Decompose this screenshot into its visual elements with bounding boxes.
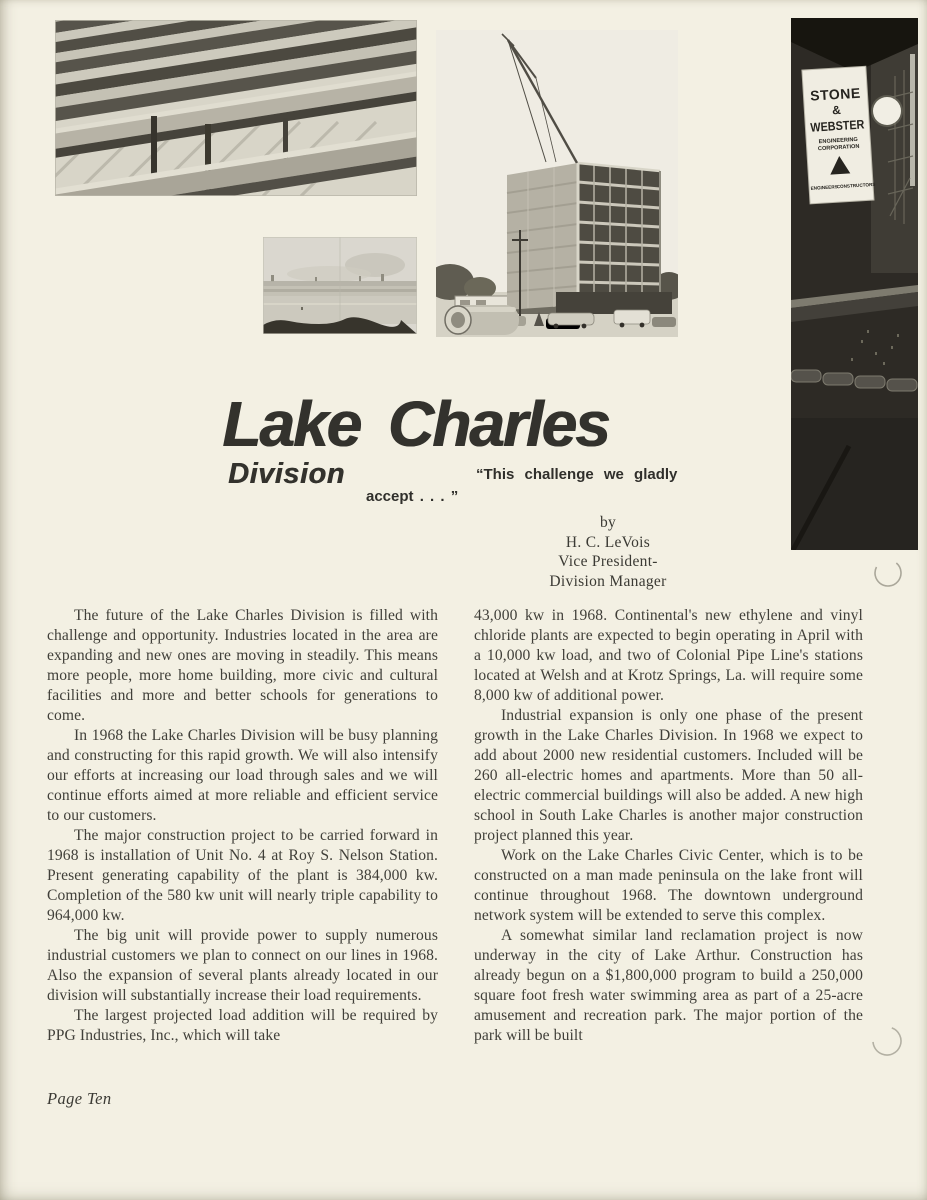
sign-line-constructors: CONSTRUCTORS bbox=[836, 181, 876, 190]
stone-webster-illustration bbox=[791, 18, 918, 550]
bird-speck bbox=[301, 307, 303, 310]
byline-author: H. C. LeVois bbox=[565, 533, 651, 551]
challenge-quote-line2: accept . . . ” bbox=[366, 488, 459, 505]
post bbox=[151, 116, 157, 178]
paragraph: The major construction project to be carried forward in 1968 is installation of Unit No. 4 at Roy S. Nelson Station. Present generating capability of the plant is 384,000 kw. Completion of the 580 kw unit will nearly triple capability to 964,000 kw. bbox=[47, 827, 438, 924]
right-column bbox=[474, 606, 863, 1046]
building-left-face bbox=[507, 163, 578, 310]
challenge-quote-line1: “This challenge we gladly bbox=[476, 466, 678, 483]
sign-line-ampersand: & bbox=[831, 102, 842, 118]
photo-roof-beams bbox=[55, 20, 417, 196]
photo-building-construction bbox=[436, 30, 678, 337]
building-base bbox=[556, 292, 672, 314]
byline bbox=[528, 513, 688, 591]
building-illustration bbox=[436, 30, 678, 337]
sign-line-engineering: ENGINEERING bbox=[818, 136, 859, 146]
bright-edge bbox=[910, 54, 915, 186]
division-subtitle: Division bbox=[228, 458, 345, 490]
sign-line-stone: STONE bbox=[809, 84, 862, 104]
scan-ring-artifact bbox=[868, 553, 908, 593]
roof-beams-illustration bbox=[55, 20, 417, 196]
photo-lake-shoreline bbox=[263, 237, 417, 334]
paragraph: The future of the Lake Charles Division is filled with challenge and opportunity. Industries located in the area are expanding and new ones are moving in steadily. This means more people, more home building, more civic and cultural facilities and more and better schools for generations to come. bbox=[47, 607, 438, 724]
page-number-label: Page Ten bbox=[47, 1089, 112, 1108]
byline-title-line1: Vice President- bbox=[558, 553, 658, 570]
scan-ring-artifact bbox=[866, 1020, 908, 1062]
sign-line-corporation: CORPORATION bbox=[817, 143, 860, 153]
paragraph: 43,000 kw in 1968. Continental's new ethylene and vinyl chloride plants are expected to begin operating in April with a 10,000 kw load, and two of Colonial Pipe Line's stations located at Welsh and at Krotz Springs, La. will require some 8,000 kw of additional power. bbox=[474, 607, 863, 704]
sign-line-engineers: ENGINEERS bbox=[810, 184, 838, 191]
paragraph: Industrial expansion is only one phase of the present growth in the Lake Charles Division. In 1968 we expect to add about 2000 new residential customers. Included will be 260 all-electric homes and apartments. More than 50 all-electric commercial buildings will also be added. A new high school in South Lake Charles is another major construction project planned this year. bbox=[474, 707, 863, 844]
byline-title-line2: Division Manager bbox=[549, 572, 667, 590]
paragraph: The big unit will provide power to supply numerous industrial customers we plan to connect on our lines in 1968. Also the expansion of several plants already located in our division will substantially increase their load requirements. bbox=[47, 927, 438, 1004]
page-title: Lake Charles bbox=[222, 388, 609, 460]
paragraph: The largest projected load addition will be required by PPG Industries, Inc., which will take bbox=[47, 1007, 438, 1044]
byline-by: by bbox=[599, 514, 617, 531]
concrete-pipe bbox=[445, 305, 519, 335]
paragraph: In 1968 the Lake Charles Division will be busy planning and constructing for this rapid growth. We will also intensify our efforts at increasing our load through sales and we will continue efforts aimed at more reliable and efficient service to our customers. bbox=[47, 727, 438, 824]
stone-webster-sign bbox=[802, 66, 876, 204]
light-globe bbox=[873, 97, 901, 125]
building-right-face bbox=[578, 163, 660, 305]
paragraph: A somewhat similar land reclamation project is now underway in the city of Lake Arthur. Construction has already begun on a $1,800,000 program to build a 250,000 square foot fresh water swimming area as part of a 25-acre amusement and recreation park. The major portion of the park will be built bbox=[474, 927, 863, 1044]
paragraph: Work on the Lake Charles Civic Center, which is to be constructed on a man made peninsula on the lake front will continue throughout 1968. The downtown underground network system will be extended to serve this complex. bbox=[474, 847, 863, 924]
left-column bbox=[47, 606, 438, 1046]
lake-illustration bbox=[263, 237, 417, 334]
sign-line-webster: WEBSTER bbox=[810, 116, 874, 135]
photo-stone-webster-site bbox=[791, 18, 918, 550]
